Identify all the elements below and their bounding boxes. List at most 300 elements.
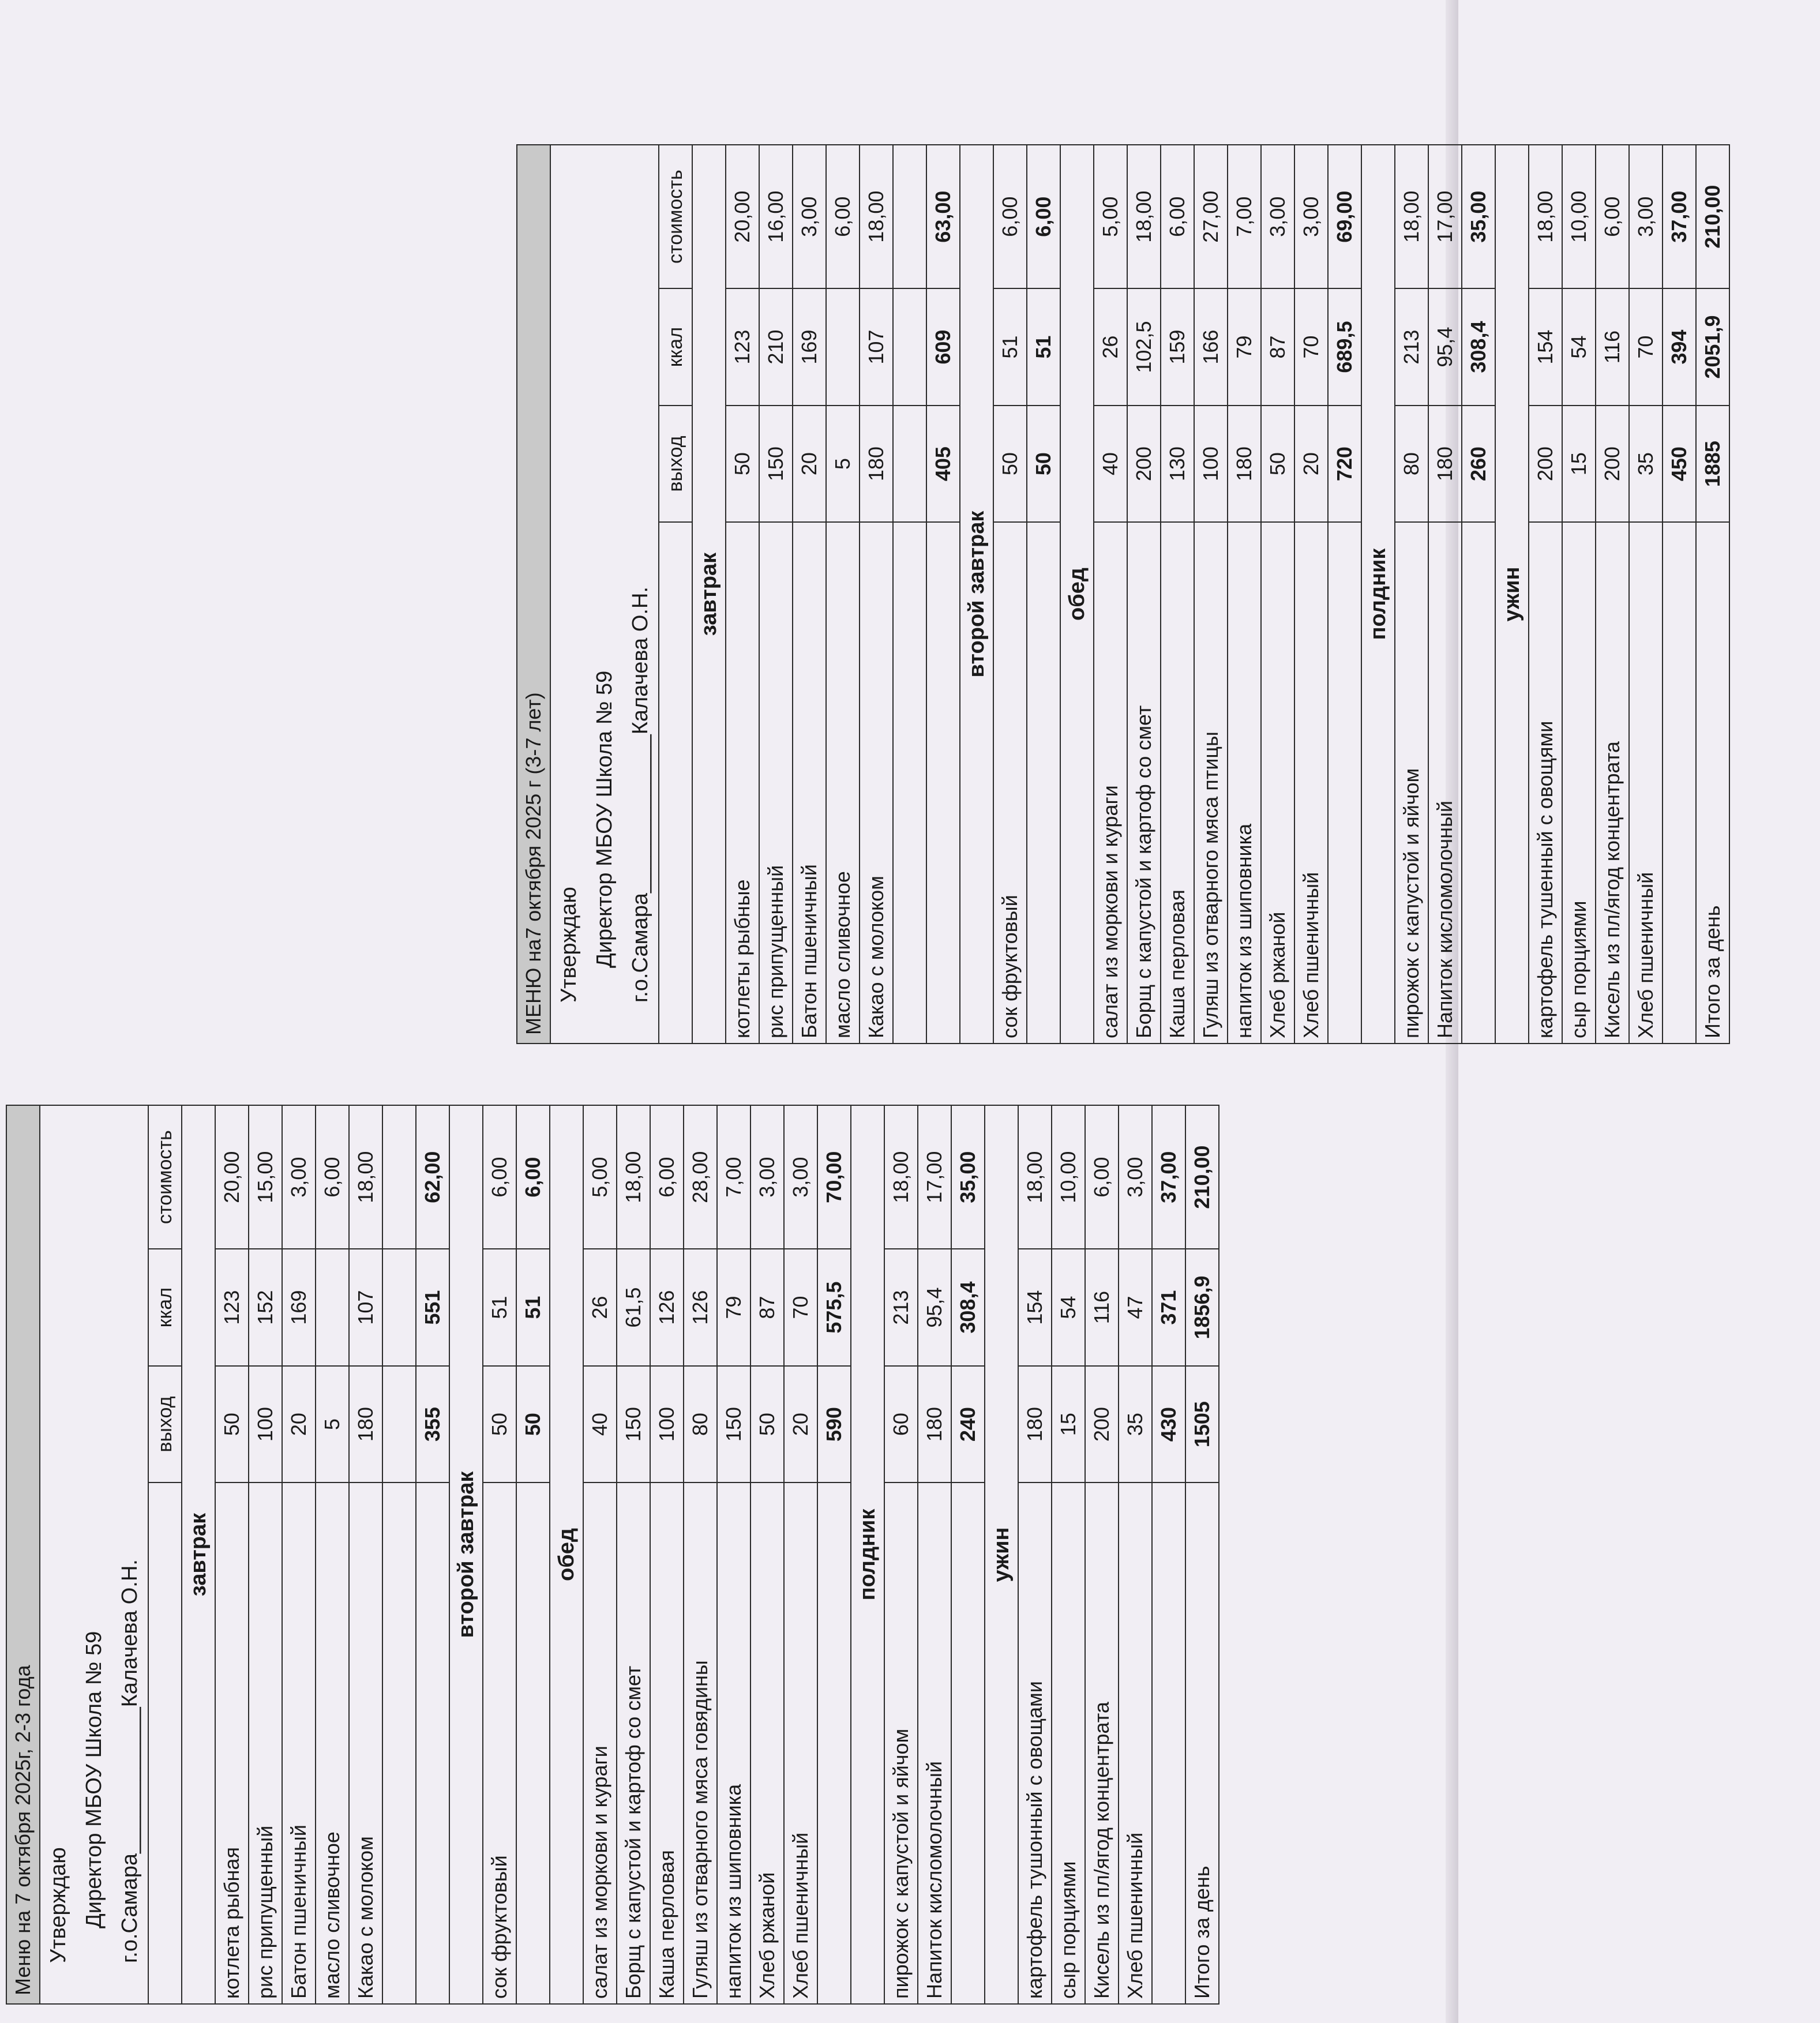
dish-output: 180 [1428,406,1462,523]
dish-kcal: 54 [1562,288,1596,406]
dish-output: 180 [1228,406,1261,523]
dish-cost: 20,00 [215,1105,249,1249]
dish-row [316,1105,349,2004]
dish-row [249,1105,282,2004]
dish-name: картофель тушенный с овощями [1529,522,1562,1044]
dish-name: сок фруктовый [483,1482,516,2004]
dish-cost: 6,00 [316,1105,349,1249]
dish-kcal: 152 [249,1249,282,1366]
dish-kcal: 26 [1094,288,1127,406]
kcal-header: ккал [659,288,692,406]
approval-line1: Утверждаю [550,145,587,1044]
day-total-kcal: 2051,9 [1696,288,1729,406]
dish-kcal: 166 [1194,288,1228,406]
menu-sheet-2-3-years [6,1105,1309,2005]
meal-total-output: 240 [951,1366,985,1483]
dish-name: Кисель из пл/ягод концентрата [1085,1482,1119,2004]
meal-total-row [926,145,960,1044]
dish-row [1161,145,1194,1044]
dish-cost: 3,00 [1294,145,1328,288]
dish-cost: 18,00 [1395,145,1428,288]
menu-title-row [517,145,550,1044]
meal-total-row [1328,145,1361,1044]
dish-cost: 6,00 [1161,145,1194,288]
dish-name: Гуляш из отварного мяса говядины [684,1482,717,2004]
dish-name: Хлеб пшеничный [1119,1482,1152,2004]
approval-line2: Директор МБОУ Школа № 59 [76,1105,112,2004]
dish-row [617,1105,650,2004]
dish-cost: 20,00 [726,145,759,288]
dish-kcal: 107 [349,1249,382,1366]
dish-row [884,1105,918,2004]
meal-section-header [550,1105,583,2004]
dish-cost: 3,00 [784,1105,817,1249]
meal-total-kcal: 551 [416,1249,449,1366]
menu-title: Меню на 7 октября 2025г, 2-3 года [6,1105,40,2004]
meal-section-header [960,145,993,1044]
meal-total-output: 405 [926,406,960,523]
dish-row [1194,145,1228,1044]
dish-kcal: 54 [1052,1249,1085,1366]
day-total-output: 1505 [1185,1366,1219,1483]
dish-kcal: 70 [1294,288,1328,406]
meal-total-cost: 69,00 [1328,145,1361,288]
dish-output: 15 [1562,406,1596,523]
dish-cost: 18,00 [884,1105,918,1249]
dish-kcal: 126 [650,1249,684,1366]
menu-title: МЕНЮ на7 октября 2025 г (3-7 лет) [517,145,550,1044]
dish-name: рис припущенный [249,1482,282,2004]
dish-kcal: 159 [1161,288,1194,406]
dish-row [1127,145,1161,1044]
dish-output: 20 [282,1366,316,1483]
day-total-cost: 210,00 [1696,145,1729,288]
meal-total-row [1027,145,1060,1044]
meal-total-output: 355 [416,1366,449,1483]
dish-name: Борщ с капустой и картоф со смет [617,1482,650,2004]
dish-row [382,1105,416,2004]
dish-kcal: 87 [750,1249,784,1366]
meal-section-header [1495,145,1529,1044]
dish-output: 40 [1094,406,1127,523]
dish-cost: 18,00 [1018,1105,1052,1249]
meal-name: завтрак [182,1105,215,2004]
dish-kcal: 70 [1629,288,1663,406]
dish-cost: 3,00 [1629,145,1663,288]
meal-name: ужин [1495,145,1529,1044]
meal-total-label [926,522,960,1044]
meal-section-header [182,1105,215,2004]
dish-row [893,145,926,1044]
dish-cost: 17,00 [918,1105,951,1249]
meal-name: ужин [985,1105,1018,2004]
dish-name: сыр порциями [1052,1482,1085,2004]
dish-row [349,1105,382,2004]
meal-total-kcal: 308,4 [951,1249,985,1366]
dish-row [1629,145,1663,1044]
meal-total-row [1462,145,1495,1044]
dish-cost: 10,00 [1052,1105,1085,1249]
dish-kcal [826,288,860,406]
dish-kcal [316,1249,349,1366]
dish-cost: 7,00 [1228,145,1261,288]
dish-row [1119,1105,1152,2004]
meal-total-row [951,1105,985,2004]
dish-row [1018,1105,1052,2004]
dish-output: 20 [784,1366,817,1483]
dish-cost: 6,00 [1596,145,1629,288]
dish-name: масло сливочное [316,1482,349,2004]
cost-header: стоимость [659,145,692,288]
meal-total-label [1152,1482,1185,2004]
dish-row [1529,145,1562,1044]
dish-header [659,522,692,1044]
dish-name: рис припущенный [759,522,793,1044]
dish-kcal: 107 [860,288,893,406]
dish-output: 200 [1085,1366,1119,1483]
dish-cost: 28,00 [684,1105,717,1249]
dish-name: масло сливочное [826,522,860,1044]
dish-kcal: 51 [483,1249,516,1366]
menu-table [516,144,1730,1044]
dish-row [793,145,826,1044]
dish-kcal: 26 [583,1249,617,1366]
dish-cost: 5,00 [1094,145,1127,288]
dish-output: 5 [316,1366,349,1483]
dish-name: Напиток кисломолочный [918,1482,951,2004]
meal-total-cost: 63,00 [926,145,960,288]
dish-row [215,1105,249,2004]
dish-cost: 3,00 [750,1105,784,1249]
meal-section-header [985,1105,1018,2004]
dish-row [784,1105,817,2004]
dish-output: 20 [1294,406,1328,523]
meal-total-kcal: 51 [1027,288,1060,406]
dish-name: Кисель из пл/ягод концентрата [1596,522,1629,1044]
meal-total-row [416,1105,449,2004]
meal-total-label [951,1482,985,2004]
dish-output: 200 [1596,406,1629,523]
dish-output: 20 [793,406,826,523]
dish-kcal: 61,5 [617,1249,650,1366]
dish-kcal: 47 [1119,1249,1152,1366]
dish-name: напиток из шиповника [1228,522,1261,1044]
meal-total-label [1462,522,1495,1044]
dish-cost: 27,00 [1194,145,1228,288]
dish-name: салат из моркови и кураги [1094,522,1127,1044]
dish-kcal: 116 [1596,288,1629,406]
dish-output: 50 [750,1366,784,1483]
dish-name: котлеты рыбные [726,522,759,1044]
day-total-label: Итого за день [1696,522,1729,1044]
dish-name: Напиток кисломолочный [1428,522,1462,1044]
menu-table [6,1105,1219,2005]
dish-output: 100 [1194,406,1228,523]
menu-title-row [6,1105,40,2004]
dish-name [893,522,926,1044]
dish-output: 60 [884,1366,918,1483]
dish-row [717,1105,750,2004]
dish-output: 80 [1395,406,1428,523]
dish-name: пирожок с капустой и яйчом [1395,522,1428,1044]
meal-name: обед [1060,145,1094,1044]
dish-kcal: 51 [993,288,1027,406]
dish-name: Каша перловая [650,1482,684,2004]
dish-name: сок фруктовый [993,522,1027,1044]
meal-total-cost: 37,00 [1152,1105,1185,1249]
meal-total-kcal: 51 [516,1249,550,1366]
meal-total-cost: 62,00 [416,1105,449,1249]
meal-total-kcal: 575,5 [817,1249,851,1366]
dish-cost: 7,00 [717,1105,750,1249]
dish-kcal: 116 [1085,1249,1119,1366]
dish-name: Хлеб пшеничный [1629,522,1663,1044]
dish-cost: 18,00 [860,145,893,288]
dish-name [382,1482,416,2004]
dish-cost: 6,00 [993,145,1027,288]
dish-row [1428,145,1462,1044]
dish-output: 5 [826,406,860,523]
dish-name: Гуляш из отварного мяса птицы [1194,522,1228,1044]
dish-output: 50 [1261,406,1294,523]
dish-output: 50 [483,1366,516,1483]
meal-name: второй завтрак [960,145,993,1044]
meal-total-row [1663,145,1696,1044]
meal-section-header [449,1105,483,2004]
approval-row [112,1105,148,2004]
kcal-header: ккал [148,1249,182,1366]
dish-row [483,1105,516,2004]
meal-name: полдник [1361,145,1395,1044]
approval-row [622,145,659,1044]
meal-total-cost: 6,00 [516,1105,550,1249]
dish-cost: 18,00 [617,1105,650,1249]
menu-sheet-3-7-years [516,144,1820,1044]
meal-total-label [1663,522,1696,1044]
meal-total-output: 50 [1027,406,1060,523]
meal-total-cost: 6,00 [1027,145,1060,288]
dish-cost: 3,00 [1119,1105,1152,1249]
dish-cost: 18,00 [1127,145,1161,288]
dish-output: 100 [249,1366,282,1483]
cost-header: стоимость [148,1105,182,1249]
dish-cost: 15,00 [249,1105,282,1249]
dish-row [993,145,1027,1044]
dish-output: 180 [860,406,893,523]
dish-cost: 6,00 [483,1105,516,1249]
day-total-output: 1885 [1696,406,1729,523]
dish-output: 35 [1119,1366,1152,1483]
dish-name: салат из моркови и кураги [583,1482,617,2004]
dish-row [1228,145,1261,1044]
day-total-row [1696,145,1729,1044]
dish-cost: 3,00 [793,145,826,288]
dish-name: Борщ с капустой и картоф со смет [1127,522,1161,1044]
dish-row [1052,1105,1085,2004]
meal-total-output: 450 [1663,406,1696,523]
dish-output: 200 [1529,406,1562,523]
dish-header [148,1482,182,2004]
dish-kcal [893,288,926,406]
meal-total-label [1328,522,1361,1044]
meal-total-row [817,1105,851,2004]
dish-kcal: 123 [215,1249,249,1366]
dish-name: Хлеб ржаной [750,1482,784,2004]
dish-kcal: 79 [1228,288,1261,406]
meal-total-row [516,1105,550,2004]
dish-kcal: 123 [726,288,759,406]
dish-cost: 3,00 [1261,145,1294,288]
meal-total-label [516,1482,550,2004]
dish-row [860,145,893,1044]
dish-output: 200 [1127,406,1161,523]
meal-total-output: 430 [1152,1366,1185,1483]
dish-name: напиток из шиповника [717,1482,750,2004]
meal-total-kcal: 394 [1663,288,1696,406]
dish-output: 180 [918,1366,951,1483]
dish-output: 180 [349,1366,382,1483]
dish-cost: 6,00 [650,1105,684,1249]
dish-cost [893,145,926,288]
approval-row [76,1105,112,2004]
meal-total-kcal: 308,4 [1462,288,1495,406]
dish-row [282,1105,316,2004]
dish-output: 150 [617,1366,650,1483]
dish-cost: 18,00 [1529,145,1562,288]
dish-kcal: 95,4 [1428,288,1462,406]
meal-total-cost: 35,00 [1462,145,1495,288]
meal-name: завтрак [692,145,726,1044]
meal-name: второй завтрак [449,1105,483,2004]
dish-row [918,1105,951,2004]
dish-row [750,1105,784,2004]
dish-kcal: 87 [1261,288,1294,406]
dish-name: сыр порциями [1562,522,1596,1044]
dish-row [1562,145,1596,1044]
meal-total-kcal: 689,5 [1328,288,1361,406]
meal-total-output: 590 [817,1366,851,1483]
meal-section-header [851,1105,884,2004]
day-total-label: Итого за день [1185,1482,1219,2004]
dish-cost: 16,00 [759,145,793,288]
approval-line3: г.о.Самара____________Калачева О.Н. [112,1105,148,2004]
dish-name: Батон пшеничный [282,1482,316,2004]
dish-output: 150 [717,1366,750,1483]
column-header-row [659,145,692,1044]
dish-row [1094,145,1127,1044]
dish-kcal: 154 [1529,288,1562,406]
dish-row [1395,145,1428,1044]
column-header-row [148,1105,182,2004]
dish-kcal: 169 [282,1249,316,1366]
dish-row [1596,145,1629,1044]
approval-row [40,1105,76,2004]
dish-output: 80 [684,1366,717,1483]
dish-cost [382,1105,416,1249]
meal-name: полдник [851,1105,884,2004]
meal-section-header [1060,145,1094,1044]
dish-name: Хлеб пшеничный [784,1482,817,2004]
dish-kcal: 213 [884,1249,918,1366]
dish-row [1294,145,1328,1044]
dish-name: Батон пшеничный [793,522,826,1044]
dish-cost: 17,00 [1428,145,1462,288]
dish-name: Какао с молоком [349,1482,382,2004]
dish-kcal: 169 [793,288,826,406]
day-total-kcal: 1856,9 [1185,1249,1219,1366]
dish-output: 100 [650,1366,684,1483]
day-total-cost: 210,00 [1185,1105,1219,1249]
meal-total-output: 50 [516,1366,550,1483]
dish-output [382,1366,416,1483]
dish-cost: 18,00 [349,1105,382,1249]
meal-total-row [1152,1105,1185,2004]
dish-row [1085,1105,1119,2004]
dish-name: Каша перловая [1161,522,1194,1044]
dish-name: картофель тушонный с овощами [1018,1482,1052,2004]
approval-line1: Утверждаю [40,1105,76,2004]
dish-name: пирожок с капустой и яйчом [884,1482,918,2004]
dish-kcal: 95,4 [918,1249,951,1366]
dish-cost: 6,00 [1085,1105,1119,1249]
dish-kcal: 210 [759,288,793,406]
dish-cost: 10,00 [1562,145,1596,288]
vyhod-header: выход [659,406,692,523]
meal-section-header [692,145,726,1044]
dish-name: Хлеб ржаной [1261,522,1294,1044]
dish-kcal: 102,5 [1127,288,1161,406]
meal-total-kcal: 371 [1152,1249,1185,1366]
dish-output: 180 [1018,1366,1052,1483]
dish-row [583,1105,617,2004]
dish-output: 50 [993,406,1027,523]
dish-output: 15 [1052,1366,1085,1483]
dish-row [726,145,759,1044]
dish-kcal: 154 [1018,1249,1052,1366]
dish-row [650,1105,684,2004]
dish-kcal [382,1249,416,1366]
dish-row [826,145,860,1044]
meal-section-header [1361,145,1395,1044]
day-total-row [1185,1105,1219,2004]
dish-output: 50 [215,1366,249,1483]
meal-total-kcal: 609 [926,288,960,406]
meal-total-cost: 37,00 [1663,145,1696,288]
meal-total-cost: 35,00 [951,1105,985,1249]
dish-row [684,1105,717,2004]
dish-cost: 5,00 [583,1105,617,1249]
dish-cost: 3,00 [282,1105,316,1249]
vyhod-header: выход [148,1366,182,1483]
dish-kcal: 213 [1395,288,1428,406]
dish-name: котлета рыбная [215,1482,249,2004]
dish-name: Какао с молоком [860,522,893,1044]
dish-output: 40 [583,1366,617,1483]
dish-row [759,145,793,1044]
dish-output: 35 [1629,406,1663,523]
dish-output: 130 [1161,406,1194,523]
approval-line2: Директор МБОУ Школа № 59 [587,145,622,1044]
meal-total-label [416,1482,449,2004]
dish-cost: 6,00 [826,145,860,288]
meal-total-label [817,1482,851,2004]
meal-total-output: 720 [1328,406,1361,523]
approval-row [550,145,587,1044]
dish-kcal: 126 [684,1249,717,1366]
dish-output [893,406,926,523]
approval-line3: г.о.Самара_____________Калачева О.Н. [622,145,659,1044]
meal-total-label [1027,522,1060,1044]
